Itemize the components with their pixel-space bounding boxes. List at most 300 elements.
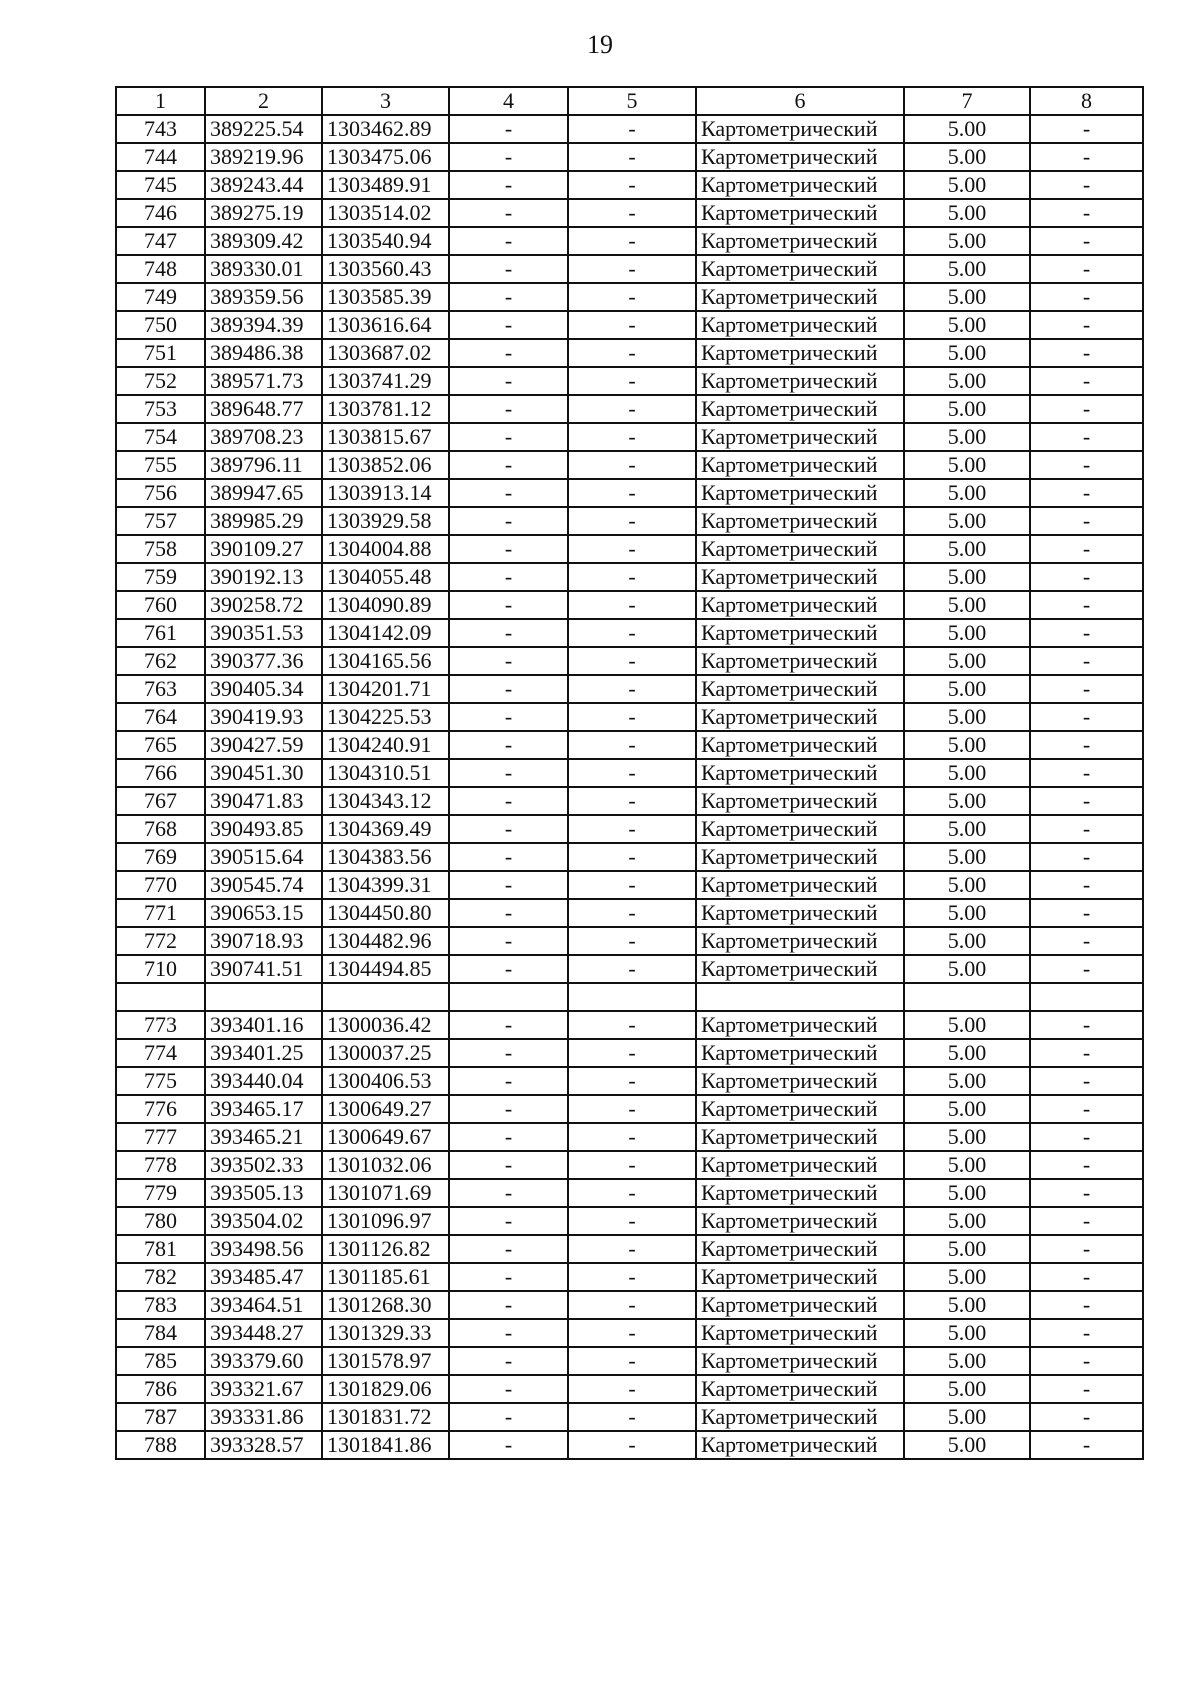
col-4-cell: -: [449, 955, 568, 983]
accuracy-cell: 5.00: [904, 479, 1030, 507]
method-cell: Картометрический: [696, 1403, 904, 1431]
accuracy-cell: 5.00: [904, 1011, 1030, 1039]
table-row: [116, 759, 1143, 787]
table-row: [116, 1011, 1143, 1039]
accuracy-cell: [904, 983, 1030, 1011]
x-coordinate-cell: 389947.65: [205, 479, 322, 507]
col-5-cell: -: [568, 675, 696, 703]
col-4-cell: -: [449, 647, 568, 675]
point-number-cell: 771: [116, 899, 205, 927]
col-4-cell: -: [449, 927, 568, 955]
col-5-cell: -: [568, 563, 696, 591]
table-row: [116, 1179, 1143, 1207]
method-cell: Картометрический: [696, 1347, 904, 1375]
point-number-cell: 762: [116, 647, 205, 675]
method-cell: Картометрический: [696, 199, 904, 227]
y-coordinate-cell: 1304383.56: [322, 843, 449, 871]
method-cell: Картометрический: [696, 1067, 904, 1095]
x-coordinate-cell: 390471.83: [205, 787, 322, 815]
method-cell: Картометрический: [696, 1263, 904, 1291]
point-number-cell: 757: [116, 507, 205, 535]
y-coordinate-cell: 1300649.67: [322, 1123, 449, 1151]
x-coordinate-cell: 389796.11: [205, 451, 322, 479]
method-cell: Картометрический: [696, 1431, 904, 1459]
col-8-cell: -: [1030, 255, 1143, 283]
col-8-cell: -: [1030, 843, 1143, 871]
col-8-cell: -: [1030, 423, 1143, 451]
x-coordinate-cell: 389394.39: [205, 311, 322, 339]
col-4-cell: -: [449, 367, 568, 395]
col-4-cell: -: [449, 1291, 568, 1319]
col-4-cell: -: [449, 171, 568, 199]
y-coordinate-cell: 1303489.91: [322, 171, 449, 199]
col-8-cell: -: [1030, 339, 1143, 367]
method-cell: Картометрический: [696, 759, 904, 787]
point-number-cell: 763: [116, 675, 205, 703]
header-row: [116, 87, 1143, 115]
y-coordinate-cell: 1304494.85: [322, 955, 449, 983]
col-5-cell: -: [568, 367, 696, 395]
table-row: [116, 143, 1143, 171]
table-row: [116, 199, 1143, 227]
accuracy-cell: 5.00: [904, 115, 1030, 143]
col-5-cell: -: [568, 1347, 696, 1375]
accuracy-cell: 5.00: [904, 535, 1030, 563]
point-number-cell: 761: [116, 619, 205, 647]
col-8-cell: -: [1030, 619, 1143, 647]
accuracy-cell: 5.00: [904, 619, 1030, 647]
col-5-cell: -: [568, 423, 696, 451]
x-coordinate-cell: 390653.15: [205, 899, 322, 927]
header-cell-col-8: 8: [1030, 87, 1143, 115]
method-cell: Картометрический: [696, 787, 904, 815]
col-4-cell: -: [449, 1039, 568, 1067]
point-number-cell: 744: [116, 143, 205, 171]
col-5-cell: -: [568, 171, 696, 199]
col-5-cell: -: [568, 899, 696, 927]
table-row: [116, 927, 1143, 955]
y-coordinate-cell: 1304450.80: [322, 899, 449, 927]
accuracy-cell: 5.00: [904, 1067, 1030, 1095]
col-5-cell: -: [568, 955, 696, 983]
point-number-cell: 745: [116, 171, 205, 199]
point-number-cell: 776: [116, 1095, 205, 1123]
table-row: [116, 815, 1143, 843]
header-cell-col-2: 2: [205, 87, 322, 115]
accuracy-cell: 5.00: [904, 1095, 1030, 1123]
accuracy-cell: 5.00: [904, 143, 1030, 171]
method-cell: Картометрический: [696, 227, 904, 255]
table-row: [116, 1207, 1143, 1235]
coordinates-table: [115, 86, 1144, 1460]
col-8-cell: -: [1030, 1431, 1143, 1459]
col-4-cell: -: [449, 591, 568, 619]
y-coordinate-cell: [322, 983, 449, 1011]
point-number-cell: 782: [116, 1263, 205, 1291]
col-4-cell: -: [449, 899, 568, 927]
col-4-cell: -: [449, 815, 568, 843]
point-number-cell: 780: [116, 1207, 205, 1235]
y-coordinate-cell: 1303475.06: [322, 143, 449, 171]
x-coordinate-cell: 389648.77: [205, 395, 322, 423]
method-cell: Картометрический: [696, 731, 904, 759]
point-number-cell: 750: [116, 311, 205, 339]
col-4-cell: -: [449, 507, 568, 535]
col-8-cell: -: [1030, 535, 1143, 563]
point-number-cell: 770: [116, 871, 205, 899]
method-cell: Картометрический: [696, 703, 904, 731]
col-5-cell: -: [568, 1067, 696, 1095]
col-8-cell: -: [1030, 591, 1143, 619]
col-8-cell: -: [1030, 1375, 1143, 1403]
x-coordinate-cell: 389330.01: [205, 255, 322, 283]
y-coordinate-cell: 1301185.61: [322, 1263, 449, 1291]
col-4-cell: -: [449, 423, 568, 451]
col-4-cell: -: [449, 255, 568, 283]
table-row: [116, 787, 1143, 815]
col-8-cell: -: [1030, 1207, 1143, 1235]
col-5-cell: -: [568, 199, 696, 227]
point-number-cell: 755: [116, 451, 205, 479]
y-coordinate-cell: 1303540.94: [322, 227, 449, 255]
accuracy-cell: 5.00: [904, 843, 1030, 871]
table-row: [116, 339, 1143, 367]
col-4-cell: -: [449, 1067, 568, 1095]
point-number-cell: 764: [116, 703, 205, 731]
point-number-cell: 786: [116, 1375, 205, 1403]
coordinates-table-container: [115, 86, 1144, 1460]
method-cell: Картометрический: [696, 283, 904, 311]
col-8-cell: -: [1030, 1291, 1143, 1319]
method-cell: Картометрический: [696, 451, 904, 479]
x-coordinate-cell: 389571.73: [205, 367, 322, 395]
x-coordinate-cell: 393465.17: [205, 1095, 322, 1123]
table-row: [116, 171, 1143, 199]
table-row: [116, 1123, 1143, 1151]
col-4-cell: -: [449, 1347, 568, 1375]
col-4-cell: -: [449, 731, 568, 759]
accuracy-cell: 5.00: [904, 703, 1030, 731]
col-5-cell: -: [568, 731, 696, 759]
header-cell-col-3: 3: [322, 87, 449, 115]
x-coordinate-cell: 389243.44: [205, 171, 322, 199]
method-cell: [696, 983, 904, 1011]
x-coordinate-cell: 389486.38: [205, 339, 322, 367]
col-5-cell: -: [568, 787, 696, 815]
col-5-cell: -: [568, 703, 696, 731]
y-coordinate-cell: 1304055.48: [322, 563, 449, 591]
accuracy-cell: 5.00: [904, 1123, 1030, 1151]
y-coordinate-cell: 1300036.42: [322, 1011, 449, 1039]
method-cell: Картометрический: [696, 367, 904, 395]
point-number-cell: 766: [116, 759, 205, 787]
accuracy-cell: 5.00: [904, 1263, 1030, 1291]
accuracy-cell: 5.00: [904, 199, 1030, 227]
x-coordinate-cell: 390451.30: [205, 759, 322, 787]
col-8-cell: -: [1030, 1347, 1143, 1375]
y-coordinate-cell: 1301096.97: [322, 1207, 449, 1235]
col-5-cell: -: [568, 1319, 696, 1347]
table-row: [116, 423, 1143, 451]
method-cell: Картометрический: [696, 591, 904, 619]
accuracy-cell: 5.00: [904, 1235, 1030, 1263]
col-8-cell: -: [1030, 703, 1143, 731]
table-row: [116, 955, 1143, 983]
x-coordinate-cell: 390109.27: [205, 535, 322, 563]
x-coordinate-cell: 393401.16: [205, 1011, 322, 1039]
col-5-cell: -: [568, 451, 696, 479]
col-4-cell: -: [449, 1011, 568, 1039]
col-4-cell: -: [449, 339, 568, 367]
col-8-cell: -: [1030, 815, 1143, 843]
table-row: [116, 731, 1143, 759]
table-row: [116, 1291, 1143, 1319]
accuracy-cell: 5.00: [904, 1431, 1030, 1459]
point-number-cell: 765: [116, 731, 205, 759]
col-5-cell: -: [568, 1179, 696, 1207]
col-8-cell: -: [1030, 1319, 1143, 1347]
table-row: [116, 1067, 1143, 1095]
table-row: [116, 367, 1143, 395]
x-coordinate-cell: 393464.51: [205, 1291, 322, 1319]
x-coordinate-cell: 393465.21: [205, 1123, 322, 1151]
col-4-cell: -: [449, 1375, 568, 1403]
method-cell: Картометрический: [696, 479, 904, 507]
col-4-cell: -: [449, 227, 568, 255]
accuracy-cell: 5.00: [904, 1151, 1030, 1179]
method-cell: Картометрический: [696, 423, 904, 451]
method-cell: Картометрический: [696, 1151, 904, 1179]
point-number-cell: 768: [116, 815, 205, 843]
col-5-cell: -: [568, 115, 696, 143]
y-coordinate-cell: 1304090.89: [322, 591, 449, 619]
x-coordinate-cell: 393328.57: [205, 1431, 322, 1459]
point-number-cell: 783: [116, 1291, 205, 1319]
col-5-cell: -: [568, 1375, 696, 1403]
accuracy-cell: 5.00: [904, 1403, 1030, 1431]
y-coordinate-cell: 1301071.69: [322, 1179, 449, 1207]
point-number-cell: [116, 983, 205, 1011]
point-number-cell: 743: [116, 115, 205, 143]
table-row: [116, 227, 1143, 255]
table-row: [116, 591, 1143, 619]
point-number-cell: 785: [116, 1347, 205, 1375]
col-4-cell: -: [449, 871, 568, 899]
table-row: [116, 255, 1143, 283]
header-cell-col-4: 4: [449, 87, 568, 115]
y-coordinate-cell: 1303514.02: [322, 199, 449, 227]
table-row: [116, 283, 1143, 311]
accuracy-cell: 5.00: [904, 367, 1030, 395]
y-coordinate-cell: 1301329.33: [322, 1319, 449, 1347]
col-8-cell: -: [1030, 1151, 1143, 1179]
y-coordinate-cell: 1300406.53: [322, 1067, 449, 1095]
y-coordinate-cell: 1304240.91: [322, 731, 449, 759]
y-coordinate-cell: 1303687.02: [322, 339, 449, 367]
accuracy-cell: 5.00: [904, 1375, 1030, 1403]
point-number-cell: 769: [116, 843, 205, 871]
col-8-cell: -: [1030, 283, 1143, 311]
col-5-cell: -: [568, 395, 696, 423]
col-5-cell: -: [568, 759, 696, 787]
x-coordinate-cell: 390405.34: [205, 675, 322, 703]
col-8-cell: -: [1030, 899, 1143, 927]
col-8-cell: -: [1030, 479, 1143, 507]
y-coordinate-cell: 1304399.31: [322, 871, 449, 899]
accuracy-cell: 5.00: [904, 1291, 1030, 1319]
col-4-cell: -: [449, 311, 568, 339]
x-coordinate-cell: 390192.13: [205, 563, 322, 591]
col-4-cell: [449, 983, 568, 1011]
x-coordinate-cell: 390741.51: [205, 955, 322, 983]
col-5-cell: -: [568, 227, 696, 255]
header-cell-col-6: 6: [696, 87, 904, 115]
point-number-cell: 758: [116, 535, 205, 563]
method-cell: Картометрический: [696, 927, 904, 955]
x-coordinate-cell: 393502.33: [205, 1151, 322, 1179]
y-coordinate-cell: 1304369.49: [322, 815, 449, 843]
col-8-cell: -: [1030, 143, 1143, 171]
method-cell: Картометрический: [696, 563, 904, 591]
col-5-cell: -: [568, 255, 696, 283]
accuracy-cell: 5.00: [904, 563, 1030, 591]
col-4-cell: -: [449, 703, 568, 731]
col-4-cell: -: [449, 1151, 568, 1179]
accuracy-cell: 5.00: [904, 899, 1030, 927]
x-coordinate-cell: 389985.29: [205, 507, 322, 535]
x-coordinate-cell: 390351.53: [205, 619, 322, 647]
y-coordinate-cell: 1304482.96: [322, 927, 449, 955]
x-coordinate-cell: 390377.36: [205, 647, 322, 675]
point-number-cell: 778: [116, 1151, 205, 1179]
col-4-cell: -: [449, 395, 568, 423]
col-4-cell: -: [449, 1207, 568, 1235]
accuracy-cell: 5.00: [904, 675, 1030, 703]
point-number-cell: 760: [116, 591, 205, 619]
col-5-cell: -: [568, 591, 696, 619]
point-number-cell: 781: [116, 1235, 205, 1263]
col-5-cell: -: [568, 619, 696, 647]
x-coordinate-cell: 390419.93: [205, 703, 322, 731]
col-5-cell: [568, 983, 696, 1011]
point-number-cell: 747: [116, 227, 205, 255]
col-8-cell: -: [1030, 1039, 1143, 1067]
col-5-cell: -: [568, 871, 696, 899]
accuracy-cell: 5.00: [904, 255, 1030, 283]
col-5-cell: -: [568, 1235, 696, 1263]
col-4-cell: -: [449, 787, 568, 815]
method-cell: Картометрический: [696, 675, 904, 703]
x-coordinate-cell: 389225.54: [205, 115, 322, 143]
x-coordinate-cell: 393485.47: [205, 1263, 322, 1291]
method-cell: Картометрический: [696, 1039, 904, 1067]
col-8-cell: [1030, 983, 1143, 1011]
y-coordinate-cell: 1300037.25: [322, 1039, 449, 1067]
col-5-cell: -: [568, 283, 696, 311]
method-cell: Картометрический: [696, 955, 904, 983]
x-coordinate-cell: 393440.04: [205, 1067, 322, 1095]
accuracy-cell: 5.00: [904, 787, 1030, 815]
method-cell: Картометрический: [696, 1235, 904, 1263]
col-8-cell: -: [1030, 367, 1143, 395]
accuracy-cell: 5.00: [904, 1207, 1030, 1235]
table-row: [116, 703, 1143, 731]
method-cell: Картометрический: [696, 815, 904, 843]
point-number-cell: 773: [116, 1011, 205, 1039]
table-row: [116, 1431, 1143, 1459]
col-4-cell: -: [449, 143, 568, 171]
col-5-cell: -: [568, 1207, 696, 1235]
table-row: [116, 1039, 1143, 1067]
table-row: [116, 619, 1143, 647]
accuracy-cell: 5.00: [904, 955, 1030, 983]
col-5-cell: -: [568, 1095, 696, 1123]
col-8-cell: -: [1030, 731, 1143, 759]
y-coordinate-cell: 1304225.53: [322, 703, 449, 731]
x-coordinate-cell: 393401.25: [205, 1039, 322, 1067]
method-cell: Картометрический: [696, 143, 904, 171]
col-4-cell: -: [449, 675, 568, 703]
col-5-cell: -: [568, 1431, 696, 1459]
method-cell: Картометрический: [696, 647, 904, 675]
method-cell: Картометрический: [696, 1319, 904, 1347]
col-8-cell: -: [1030, 507, 1143, 535]
table-row: [116, 899, 1143, 927]
method-cell: Картометрический: [696, 1207, 904, 1235]
col-4-cell: -: [449, 843, 568, 871]
x-coordinate-cell: 393321.67: [205, 1375, 322, 1403]
y-coordinate-cell: 1304142.09: [322, 619, 449, 647]
col-5-cell: -: [568, 815, 696, 843]
table-row: [116, 479, 1143, 507]
point-number-cell: 772: [116, 927, 205, 955]
x-coordinate-cell: 389275.19: [205, 199, 322, 227]
point-number-cell: 777: [116, 1123, 205, 1151]
x-coordinate-cell: 390493.85: [205, 815, 322, 843]
col-8-cell: -: [1030, 563, 1143, 591]
col-8-cell: -: [1030, 1263, 1143, 1291]
y-coordinate-cell: 1303741.29: [322, 367, 449, 395]
accuracy-cell: 5.00: [904, 759, 1030, 787]
point-number-cell: 784: [116, 1319, 205, 1347]
point-number-cell: 710: [116, 955, 205, 983]
y-coordinate-cell: 1301268.30: [322, 1291, 449, 1319]
accuracy-cell: 5.00: [904, 283, 1030, 311]
col-8-cell: -: [1030, 171, 1143, 199]
point-number-cell: 788: [116, 1431, 205, 1459]
col-5-cell: -: [568, 143, 696, 171]
page-number: 19: [587, 30, 613, 59]
x-coordinate-cell: 390545.74: [205, 871, 322, 899]
col-4-cell: -: [449, 619, 568, 647]
col-8-cell: -: [1030, 451, 1143, 479]
x-coordinate-cell: 389219.96: [205, 143, 322, 171]
accuracy-cell: 5.00: [904, 647, 1030, 675]
col-8-cell: -: [1030, 1067, 1143, 1095]
table-row: [116, 1263, 1143, 1291]
y-coordinate-cell: 1303781.12: [322, 395, 449, 423]
accuracy-cell: 5.00: [904, 423, 1030, 451]
x-coordinate-cell: 393505.13: [205, 1179, 322, 1207]
accuracy-cell: 5.00: [904, 395, 1030, 423]
table-row: [116, 507, 1143, 535]
col-8-cell: -: [1030, 647, 1143, 675]
x-coordinate-cell: 393379.60: [205, 1347, 322, 1375]
x-coordinate-cell: 393331.86: [205, 1403, 322, 1431]
table-row: [116, 1151, 1143, 1179]
y-coordinate-cell: 1301829.06: [322, 1375, 449, 1403]
accuracy-cell: 5.00: [904, 1179, 1030, 1207]
